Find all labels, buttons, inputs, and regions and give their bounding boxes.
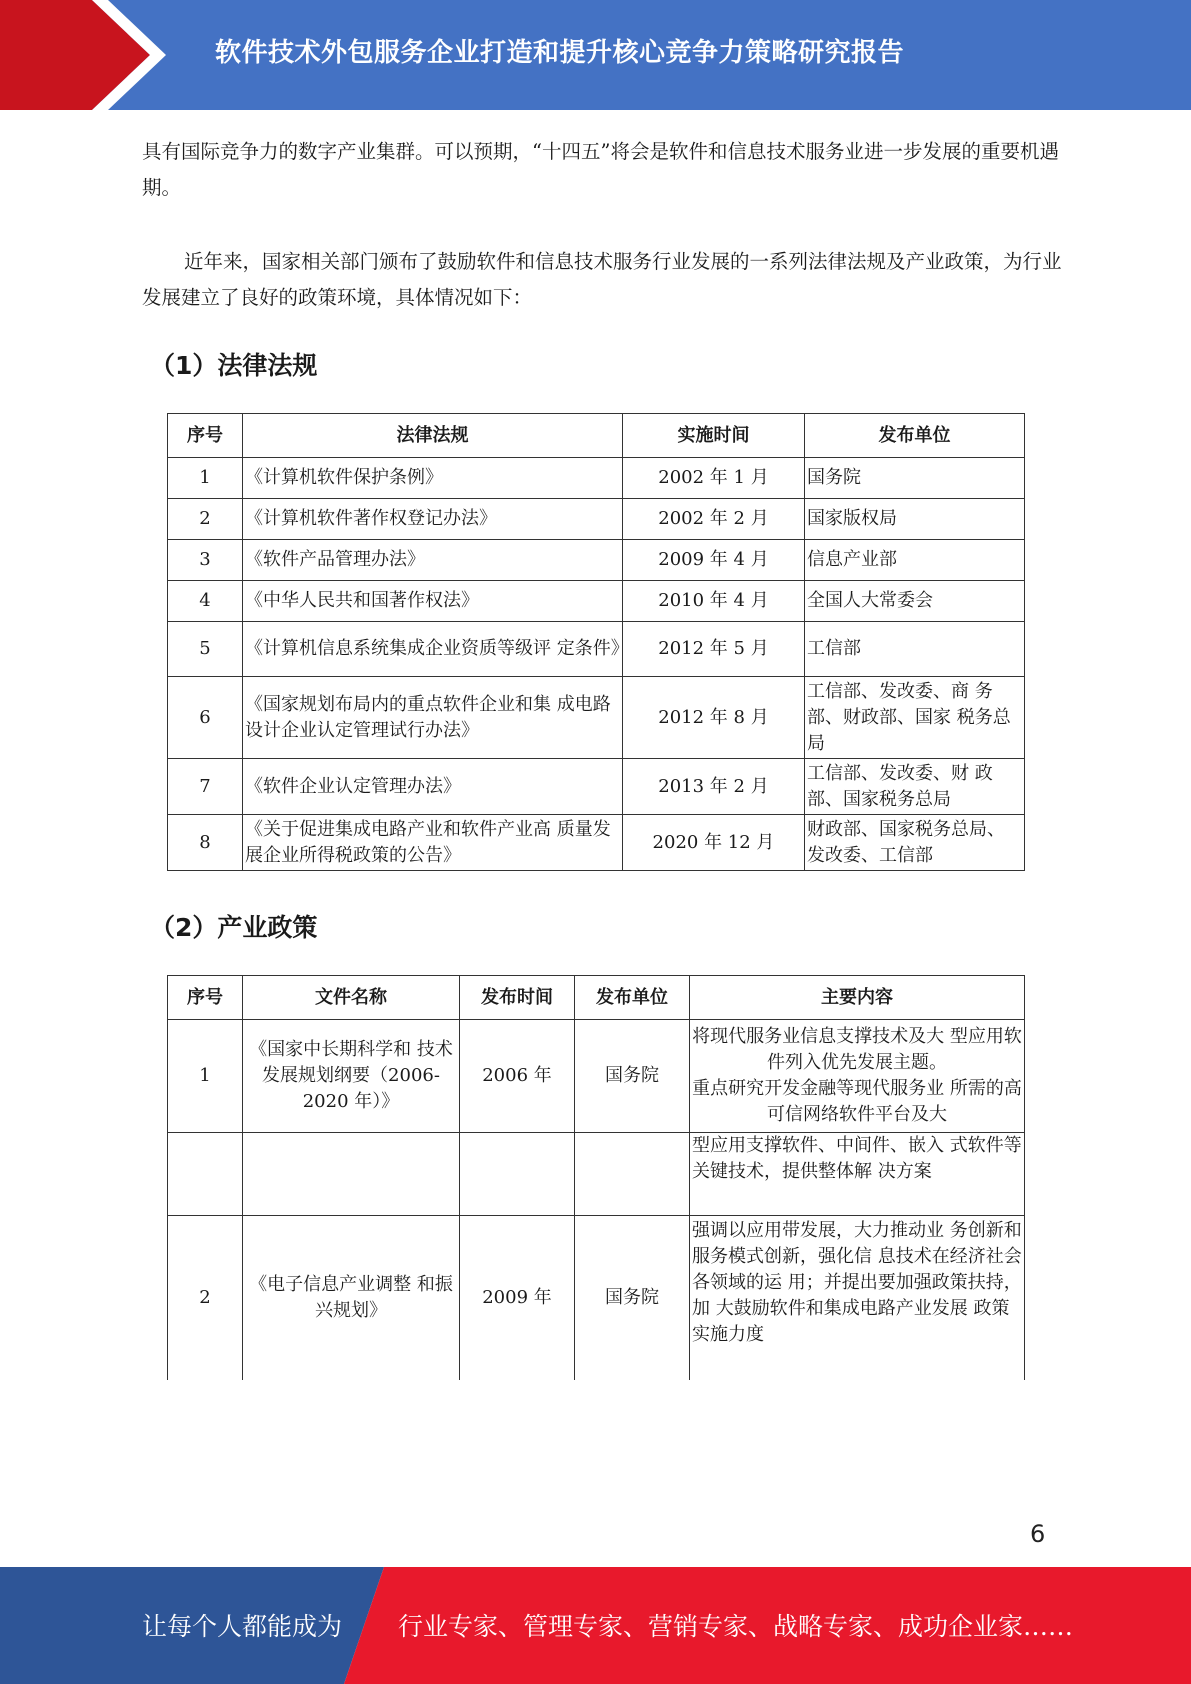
col-header-effective-date: 实施时间 (623, 414, 805, 458)
table-row (168, 1216, 1025, 1380)
cell-issuer: 全国人大常委会 (805, 581, 1025, 622)
table-header-row (168, 976, 1025, 1020)
laws-table (167, 413, 1025, 871)
page-number: 6 (1030, 1520, 1046, 1548)
policies-table (167, 975, 1025, 1380)
cell-law: 《软件产品管理办法》 (243, 540, 623, 581)
page-footer (0, 1567, 1191, 1684)
cell-law: 《软件企业认定管理办法》 (243, 759, 623, 815)
cell-date: 2013 年 2 月 (623, 759, 805, 815)
col-header-no: 序号 (168, 976, 243, 1020)
cell-document: 《国家中长期科学和 技术发展规划纲要（2006-2020 年）》 (243, 1020, 460, 1133)
table-row (168, 759, 1025, 815)
cell-date: 2002 年 2 月 (623, 499, 805, 540)
cell-date: 2006 年 (460, 1020, 575, 1133)
cell-no: 2 (168, 499, 243, 540)
col-header-issuer: 发布单位 (805, 414, 1025, 458)
report-title: 软件技术外包服务企业打造和提升核心竞争力策略研究报告 (215, 38, 905, 68)
cell-date: 2009 年 (460, 1216, 575, 1380)
cell-no: 1 (168, 1020, 243, 1133)
paragraph-intro-continued: 具有国际竞争力的数字产业集群。可以预期，“十四五”将会是软件和信息技术服务业进一步发展的重要机遇期。 (142, 140, 1059, 199)
col-header-document: 文件名称 (243, 976, 460, 1020)
section-title-laws: （1）法律法规 (150, 351, 318, 380)
table-header-row (168, 414, 1025, 458)
table-row (168, 1133, 1025, 1216)
cell-law: 《计算机软件著作权登记办法》 (243, 499, 623, 540)
cell-law: 《关于促进集成电路产业和软件产业高 质量发展企业所得税政策的公告》 (243, 815, 623, 871)
cell-date: 2010 年 4 月 (623, 581, 805, 622)
cell-no: 6 (168, 677, 243, 759)
cell-issuer: 财政部、国家税务总局、发改委、工信部 (805, 815, 1025, 871)
footer-slogan-left: 让每个人都能成为 (142, 1612, 343, 1641)
cell-date (460, 1133, 575, 1216)
cell-issuer: 国务院 (575, 1216, 690, 1380)
cell-date: 2002 年 1 月 (623, 458, 805, 499)
col-header-no: 序号 (168, 414, 243, 458)
table-row (168, 458, 1025, 499)
table-row (168, 677, 1025, 759)
col-header-release-date: 发布时间 (460, 976, 575, 1020)
table-row (168, 622, 1025, 677)
table-row (168, 540, 1025, 581)
cell-date: 2012 年 8 月 (623, 677, 805, 759)
content-part-1: 将现代服务业信息支撑技术及大 型应用软件列入优先发展主题。 (692, 1026, 1022, 1073)
cell-no: 2 (168, 1216, 243, 1380)
cell-content (690, 1020, 1025, 1133)
cell-law: 《中华人民共和国著作权法》 (243, 581, 623, 622)
section-title-policies: （2）产业政策 (150, 913, 318, 942)
cell-date: 2020 年 12 月 (623, 815, 805, 871)
cell-issuer: 国务院 (805, 458, 1025, 499)
table-row (168, 499, 1025, 540)
cell-date: 2009 年 4 月 (623, 540, 805, 581)
cell-content: 强调以应用带发展，大力推动业 务创新和服务模式创新，强化信 息技术在经济社会各领域的运 用；并提出要加强政策扶持，加 大鼓励软件和集成电路产业发展 政策实施力度 (690, 1216, 1025, 1380)
cell-no: 8 (168, 815, 243, 871)
cell-date: 2012 年 5 月 (623, 622, 805, 677)
paragraph-policy-intro: 近年来，国家相关部门颁布了鼓励软件和信息技术服务行业发展的一系列法律法规及产业政策，为行业发展建立了良好的政策环境，具体情况如下： (142, 250, 1062, 309)
cell-issuer: 信息产业部 (805, 540, 1025, 581)
cell-no: 4 (168, 581, 243, 622)
col-header-issuer: 发布单位 (575, 976, 690, 1020)
col-header-content: 主要内容 (690, 976, 1025, 1020)
cell-document: 《电子信息产业调整 和振兴规划》 (243, 1216, 460, 1380)
cell-document (243, 1133, 460, 1216)
footer-slogan-right: 行业专家、管理专家、营销专家、战略专家、成功企业家…… (398, 1612, 1074, 1641)
cell-issuer: 国家版权局 (805, 499, 1025, 540)
table-row (168, 1020, 1025, 1133)
cell-law: 《国家规划布局内的重点软件企业和集 成电路设计企业认定管理试行办法》 (243, 677, 623, 759)
content-part-2: 重点研究开发金融等现代服务业 所需的高可信网络软件平台及大 (692, 1078, 1022, 1125)
col-header-law: 法律法规 (243, 414, 623, 458)
cell-no (168, 1133, 243, 1216)
cell-no: 7 (168, 759, 243, 815)
cell-content: 型应用支撑软件、中间件、嵌入 式软件等关键技术，提供整体解 决方案 (690, 1133, 1025, 1216)
table-row (168, 815, 1025, 871)
cell-no: 1 (168, 458, 243, 499)
cell-issuer: 工信部 (805, 622, 1025, 677)
cell-issuer: 国务院 (575, 1020, 690, 1133)
cell-no: 3 (168, 540, 243, 581)
cell-law: 《计算机软件保护条例》 (243, 458, 623, 499)
cell-issuer (575, 1133, 690, 1216)
cell-issuer: 工信部、发改委、商 务部、财政部、国家 税务总局 (805, 677, 1025, 759)
cell-issuer: 工信部、发改委、财 政部、国家税务总局 (805, 759, 1025, 815)
cell-no: 5 (168, 622, 243, 677)
page-header (0, 0, 1191, 110)
table-row (168, 581, 1025, 622)
cell-law: 《计算机信息系统集成企业资质等级评 定条件》 (243, 622, 623, 677)
